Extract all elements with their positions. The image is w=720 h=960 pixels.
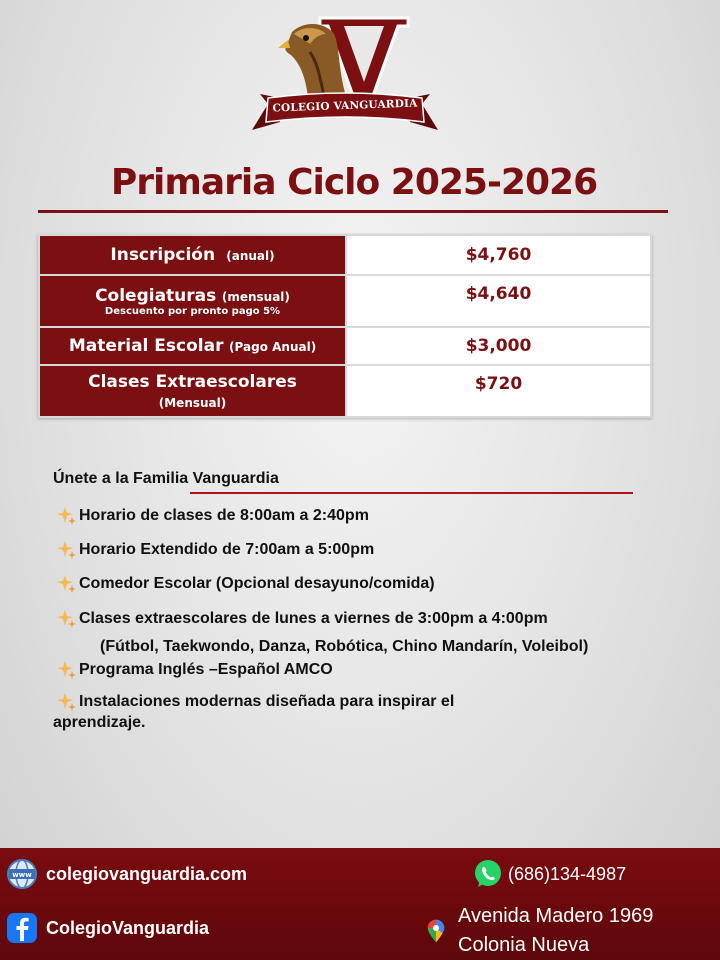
fee-value: $4,640 [346,275,651,327]
list-item [53,691,693,733]
map-pin-icon [424,915,448,947]
address-block[interactable] [424,902,653,960]
feature-text-continued: aprendizaje. [53,714,146,731]
phone-text: (686)134-4987 [508,863,627,884]
fee-label-cell [39,235,346,275]
sparkle-icon [57,506,77,526]
facebook-link[interactable] [6,912,209,944]
table-row [39,275,651,327]
list-item [53,573,693,594]
fee-discount-note: Descuento por pronto pago 5% [104,305,281,317]
list-item [53,659,693,680]
facebook-text: ColegioVanguardia [46,917,210,938]
extracurricular-list: (Fútbol, Taekwondo, Danza, Robótica, Chino Mandarín, Voleibol) [100,638,589,655]
contact-footer [0,848,720,960]
feature-text: Programa Inglés –Español AMCO [79,661,333,678]
sparkle-icon [57,660,77,680]
table-row [39,235,651,275]
sparkle-icon [57,609,77,629]
feature-text: Instalaciones modernas diseñada para inspirar el [79,693,455,710]
feature-text: Horario Extendido de 7:00am a 5:00pm [79,541,375,558]
whatsapp-icon [472,858,504,890]
list-item [53,505,693,526]
fee-qualifier: (Mensual) [158,395,227,410]
feature-text: Comedor Escolar (Opcional desayuno/comida) [79,575,435,592]
phone-link[interactable] [472,858,626,890]
fee-label-cell [39,275,346,327]
fee-value: $4,760 [346,235,651,275]
fee-qualifier: (anual) [226,249,275,263]
facebook-icon [6,912,38,944]
globe-www-icon [6,858,38,890]
join-divider [190,492,633,494]
table-row [39,365,651,417]
page-title: Primaria Ciclo 2025-2026 [110,162,598,203]
feature-list [53,505,693,733]
fee-value: $3,000 [346,327,651,365]
svg-text:www: www [12,871,32,879]
address-line-1: Avenida Madero 1969 [458,905,654,927]
fee-value: $720 [346,365,651,417]
eagle-crest-icon [248,12,442,148]
website-link[interactable] [6,858,247,890]
address-line-2: Colonia Nueva [458,934,590,956]
fee-label: Inscripción [110,245,216,265]
fee-qualifier: (Pago Anual) [229,340,317,354]
address-text [458,902,653,960]
logo-banner-text: COLEGIO VANGUARDIA [272,97,418,115]
list-item [53,608,693,629]
fee-label: Clases Extraescolares [88,371,297,392]
sparkle-icon [57,574,77,594]
feature-text: Horario de clases de 8:00am a 2:40pm [79,507,369,524]
table-row [39,327,651,365]
website-text: colegiovanguardia.com [46,863,248,884]
sparkle-icon [57,540,77,560]
fee-label-cell [39,365,346,417]
sparkle-icon [57,692,77,712]
fee-label: Colegiaturas [95,285,217,306]
join-heading: Únete a la Familia Vanguardia [53,470,279,487]
feature-text: Clases extraescolares de lunes a viernes de 3:00pm a 4:00pm [79,610,548,627]
title-divider [38,210,668,213]
fee-label-cell [39,327,346,365]
school-logo [248,12,442,148]
list-item [53,539,693,560]
fees-table [38,234,652,418]
fee-qualifier: (mensual) [221,289,290,304]
fee-label: Material Escolar [68,336,224,356]
